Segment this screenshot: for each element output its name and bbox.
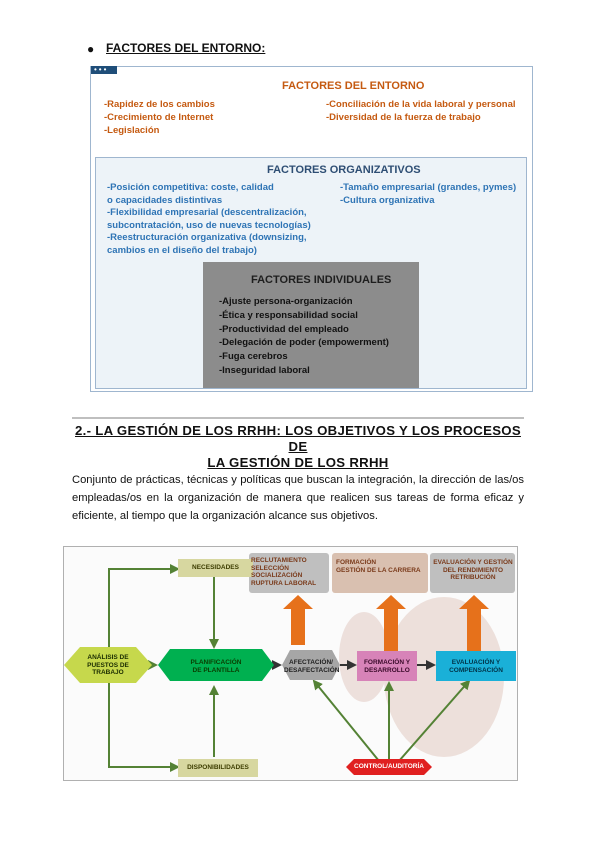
label-disponibilidades: DISPONIBILIDADES — [187, 764, 249, 771]
list-item: -Rapidez de los cambios — [104, 99, 215, 110]
bullet-heading: FACTORES DEL ENTORNO: — [106, 41, 266, 55]
label-line: ANÁLISIS DE — [87, 654, 129, 661]
environment-factors-left — [104, 98, 215, 137]
hr-process-diagram — [63, 546, 518, 781]
label-evaluacion — [436, 659, 516, 674]
list-item: -Ajuste persona-organización — [219, 296, 353, 307]
list-item: -Flexibilidad empresarial (descentralización, — [107, 207, 307, 219]
list-item: o capacidades distintivas — [107, 194, 223, 206]
label-top-evaluacion — [432, 559, 514, 582]
list-item: -Delegación de poder (empowerment) — [219, 337, 389, 349]
orange-up-arrow-1 — [283, 595, 313, 645]
connector-analisis-necesidades — [109, 569, 178, 650]
label-line: RECLUTAMIENTO — [251, 557, 307, 564]
list-item: cambios en el diseño del trabajo) — [107, 244, 257, 256]
label-line: SELECCIÓN — [251, 564, 289, 572]
label-top-reclutamiento — [251, 557, 321, 587]
section-divider — [72, 417, 524, 419]
list-item: -Crecimiento de Internet — [104, 112, 214, 123]
label-line: DESARROLLO — [364, 666, 410, 674]
individual-factors-title: FACTORES INDIVIDUALES — [251, 274, 392, 286]
label-line: RETRIBUCIÓN — [450, 574, 496, 581]
label-line: TRABAJO — [92, 669, 124, 676]
label-line: PLANIFICACIÓN — [190, 659, 242, 666]
label-line: DESAFECTACIÓN — [284, 666, 340, 674]
list-item: -Cultura organizativa — [340, 194, 435, 206]
label-line: DEL RENDIMIENTO — [442, 566, 504, 574]
list-item: -Conciliación de la vida laboral y personal — [326, 99, 516, 110]
organizational-factors-title: FACTORES ORGANIZATIVOS — [267, 164, 421, 176]
section-title — [72, 423, 524, 471]
label-line: COMPENSACIÓN — [449, 666, 503, 674]
label-line: EVALUACIÓN Y — [451, 659, 501, 666]
list-item: -Fuga cerebros — [219, 351, 288, 363]
organizational-factors-left — [107, 182, 332, 258]
label-line: FORMACIÓN Y — [363, 659, 411, 666]
environment-factors-right — [326, 98, 516, 124]
label-formacion — [357, 659, 417, 674]
list-item: -Inseguridad laboral — [219, 364, 310, 376]
label-line: DE PLANTILLA — [192, 666, 240, 674]
list-item: -Posición competitiva: coste, calidad — [107, 182, 274, 193]
figure-corner-marker: ••• — [91, 66, 117, 74]
label-planificacion — [174, 659, 258, 674]
label-line: RUPTURA LABORAL — [251, 579, 317, 587]
list-item: -Legislación — [104, 125, 160, 136]
label-line: FORMACIÓN — [336, 559, 377, 566]
label-line: GESTIÓN DE LA CARRERA — [336, 566, 421, 574]
list-item: -Reestructuración organizativa (downsizing, — [107, 232, 307, 244]
label-line: AFECTACIÓN/ — [289, 659, 333, 666]
organizational-factors-right — [340, 182, 516, 207]
label-control: CONTROL/AUDITORÍA — [354, 763, 424, 770]
connector-analisis-disponibilidades — [109, 680, 178, 767]
label-analisis — [78, 654, 138, 677]
list-item: -Ética y responsabilidad social — [219, 309, 358, 321]
label-line: SOCIALIZACIÓN — [251, 572, 303, 579]
list-item: -Diversidad de la fuerza de trabajo — [326, 112, 481, 123]
label-top-formacion — [336, 559, 426, 574]
section-title-line: LA GESTIÓN DE LOS RRHH — [207, 455, 389, 470]
individual-factors-list — [219, 295, 389, 378]
list-item: subcontratación, uso de nuevas tecnologías) — [107, 219, 311, 231]
label-afectacion — [284, 659, 338, 674]
section-title-line: 2.- LA GESTIÓN DE LOS RRHH: LOS OBJETIVOS Y LOS PROCESOS DE — [75, 423, 521, 454]
label-line: PUESTOS DE — [87, 661, 129, 669]
label-necesidades: NECESIDADES — [192, 564, 239, 571]
environment-factors-title: FACTORES DEL ENTORNO — [282, 80, 425, 92]
label-line: EVALUACIÓN Y GESTIÓN — [433, 559, 513, 566]
list-item: -Tamaño empresarial (grandes, pymes) — [340, 182, 517, 193]
bullet-dot: ● — [87, 42, 95, 56]
section-paragraph: Conjunto de prácticas, técnicas y políticas que buscan la integración, la dirección de las/os empleadas/os en la organización de manera que realicen sus tareas de forma eficaz y eficiente, al tiempo que la organización alcance sus objetivos. — [72, 474, 524, 522]
list-item: -Productividad del empleado — [219, 323, 349, 335]
